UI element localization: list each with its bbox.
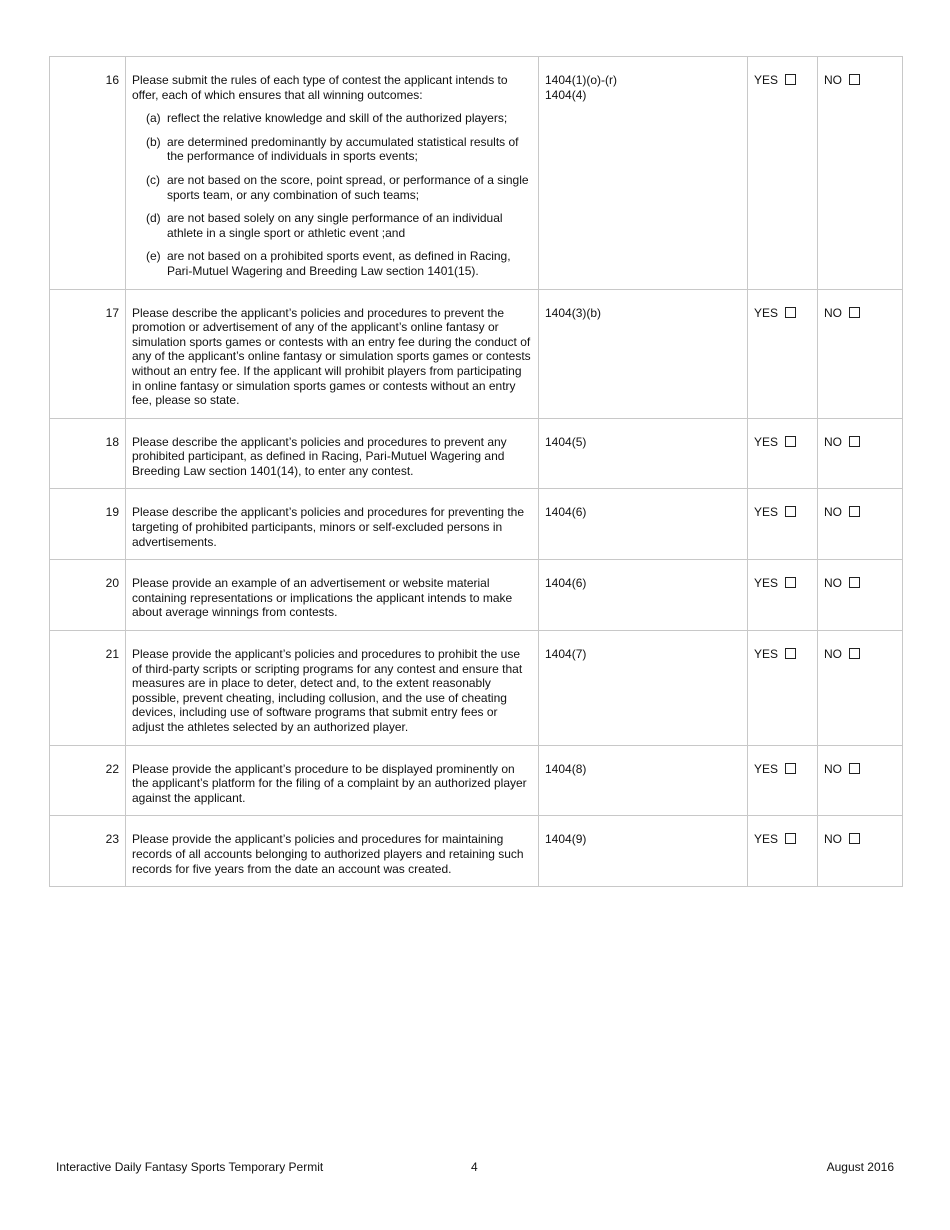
item-description xyxy=(126,816,539,887)
item-question-text: Please provide the applicant’s policies and procedures to prohibit the use of third-party scripts or scripting programs for any contest and ensure that measures are in place to deter, detect and, to the extent reasonably possible, prevent cheating, including collusion, and the use of cheating devices, including use of software programs that submit entry fees or adjust the athletes selected by an authorized player. xyxy=(132,647,523,734)
table-row xyxy=(50,745,903,816)
sub-item-text: are not based solely on any single performance of an individual athlete in a single sport or athletic event ;and xyxy=(167,211,503,240)
yes-label: YES xyxy=(754,647,779,662)
footer-date: August 2016 xyxy=(826,1160,894,1174)
table-row xyxy=(50,57,903,290)
statute-reference-line: 1404(5) xyxy=(545,434,587,449)
item-number: 21 xyxy=(50,631,126,746)
statute-reference xyxy=(539,816,748,887)
yes-checkbox[interactable] xyxy=(785,307,796,318)
statute-reference-line: 1404(3)(b) xyxy=(545,305,602,320)
footer-document-title: Interactive Daily Fantasy Sports Temporary Permit xyxy=(56,1160,324,1174)
statute-reference xyxy=(539,560,748,631)
item-number: 17 xyxy=(50,289,126,418)
yes-label: YES xyxy=(754,73,779,87)
item-number: 19 xyxy=(50,489,126,560)
yes-label: YES xyxy=(754,761,779,776)
table-row xyxy=(50,289,903,418)
yes-option xyxy=(748,489,818,560)
no-option xyxy=(818,289,903,418)
statute-reference xyxy=(539,745,748,816)
yes-checkbox[interactable] xyxy=(785,577,796,588)
no-checkbox[interactable] xyxy=(849,307,860,318)
item-question-text: Please describe the applicant’s policies and procedures to prevent any prohibited participant, as defined in Racing, Pari-Mutuel Wagering and Breeding Law section 1401(14), to enter any contest. xyxy=(132,434,507,478)
no-option xyxy=(818,57,903,290)
no-checkbox[interactable] xyxy=(849,648,860,659)
statute-reference-line: 1404(1)(o)-(r) xyxy=(545,73,618,87)
item-number: 23 xyxy=(50,816,126,887)
sub-item-label: (e) xyxy=(146,249,161,264)
sub-item-text: are not based on a prohibited sports event, as defined in Racing, Pari-Mutuel Wagering and Breeding Law section 1401(15). xyxy=(167,249,511,278)
sub-item xyxy=(132,173,532,202)
sub-item-label: (b) xyxy=(146,134,161,149)
no-checkbox[interactable] xyxy=(849,577,860,588)
statute-reference-line: 1404(6) xyxy=(545,505,587,520)
no-checkbox[interactable] xyxy=(849,436,860,447)
no-label: NO xyxy=(824,434,842,449)
item-description xyxy=(126,57,539,290)
yes-checkbox[interactable] xyxy=(785,763,796,774)
yes-option xyxy=(748,631,818,746)
no-option xyxy=(818,631,903,746)
no-option xyxy=(818,489,903,560)
no-option xyxy=(818,745,903,816)
statute-reference xyxy=(539,57,748,290)
no-label: NO xyxy=(824,505,842,520)
sub-item-label: (c) xyxy=(146,172,160,187)
footer-page-number: 4 xyxy=(471,1160,478,1174)
table-row xyxy=(50,489,903,560)
sub-item-label: (d) xyxy=(146,211,161,226)
no-checkbox[interactable] xyxy=(849,833,860,844)
statute-reference-line: 1404(6) xyxy=(545,576,587,591)
statute-reference-line: 1404(9) xyxy=(545,832,587,847)
no-checkbox[interactable] xyxy=(849,74,860,85)
sub-item xyxy=(132,111,532,126)
no-label: NO xyxy=(824,576,842,591)
yes-label: YES xyxy=(754,434,779,449)
no-label: NO xyxy=(824,832,842,847)
sub-item-text: are determined predominantly by accumulated statistical results of the performance of individuals in sports events; xyxy=(167,134,519,164)
no-option xyxy=(818,816,903,887)
yes-checkbox[interactable] xyxy=(785,833,796,844)
item-description xyxy=(126,745,539,816)
statute-reference-line: 1404(4) xyxy=(545,87,587,102)
item-description xyxy=(126,418,539,489)
item-question-text: Please submit the rules of each type of contest the applicant intends to offer, each of which ensures that all winning outcomes: xyxy=(132,73,508,102)
no-label: NO xyxy=(824,305,842,320)
statute-reference-line: 1404(7) xyxy=(545,647,587,662)
statute-reference xyxy=(539,418,748,489)
item-question-text: Please provide the applicant’s policies and procedures for maintaining records of all accounts belonging to authorized players and retaining such records for five years from the date an account was created. xyxy=(132,832,524,876)
item-question-text: Please provide the applicant’s procedure to be displayed prominently on the applicant’s platform for the filing of a complaint by an authorized player against the applicant. xyxy=(132,761,527,805)
statute-reference xyxy=(539,289,748,418)
table-row xyxy=(50,631,903,746)
yes-checkbox[interactable] xyxy=(785,436,796,447)
no-option xyxy=(818,418,903,489)
item-description xyxy=(126,289,539,418)
requirements-table xyxy=(49,56,903,887)
no-label: NO xyxy=(824,761,842,776)
sub-item xyxy=(132,211,532,240)
statute-reference xyxy=(539,631,748,746)
yes-label: YES xyxy=(754,576,779,591)
table-row xyxy=(50,560,903,631)
sub-item xyxy=(132,249,532,278)
yes-label: YES xyxy=(754,505,779,520)
yes-label: YES xyxy=(754,305,779,320)
yes-option xyxy=(748,57,818,290)
item-description xyxy=(126,489,539,560)
yes-checkbox[interactable] xyxy=(785,74,796,85)
yes-option xyxy=(748,816,818,887)
item-number: 16 xyxy=(50,57,126,290)
sub-item-text: reflect the relative knowledge and skill of the authorized players; xyxy=(167,111,508,126)
sub-item-label: (a) xyxy=(146,111,161,126)
yes-option xyxy=(748,560,818,631)
statute-reference-line: 1404(8) xyxy=(545,761,587,776)
requirements-table-body xyxy=(50,57,903,887)
yes-checkbox[interactable] xyxy=(785,648,796,659)
no-label: NO xyxy=(824,647,842,662)
yes-label: YES xyxy=(754,832,779,847)
item-question-text: Please describe the applicant’s policies and procedures for preventing the targeting of prohibited participants, minors or self-excluded persons in advertisements. xyxy=(132,505,525,549)
yes-checkbox[interactable] xyxy=(785,506,796,517)
item-description xyxy=(126,631,539,746)
no-label: NO xyxy=(824,73,842,87)
item-number: 22 xyxy=(50,745,126,816)
sub-item-text: are not based on the score, point spread, or performance of a single sports team, or any combination of such teams; xyxy=(167,172,529,202)
yes-option xyxy=(748,289,818,418)
item-question-text: Please describe the applicant’s policies and procedures to prevent the promotion or advertisement of any of the applicant’s online fantasy or simulation sports games or contests with an entry fee during the conduct of any of the applicant’s online fantasy or simulation sports games or contests without an entry fee. If the applicant will prohibit players from participating in online fantasy or simulation sports games or contests without an entry fee, please so state. xyxy=(132,305,531,408)
no-option xyxy=(818,560,903,631)
table-row xyxy=(50,418,903,489)
item-number: 18 xyxy=(50,418,126,489)
yes-option xyxy=(748,745,818,816)
yes-option xyxy=(748,418,818,489)
table-row xyxy=(50,816,903,887)
item-question-text: Please provide an example of an advertisement or website material containing representations or implications the applicant intends to make about average winnings from contests. xyxy=(132,576,513,620)
no-checkbox[interactable] xyxy=(849,763,860,774)
item-description xyxy=(126,560,539,631)
item-number: 20 xyxy=(50,560,126,631)
statute-reference xyxy=(539,489,748,560)
sub-item xyxy=(132,135,532,164)
no-checkbox[interactable] xyxy=(849,506,860,517)
